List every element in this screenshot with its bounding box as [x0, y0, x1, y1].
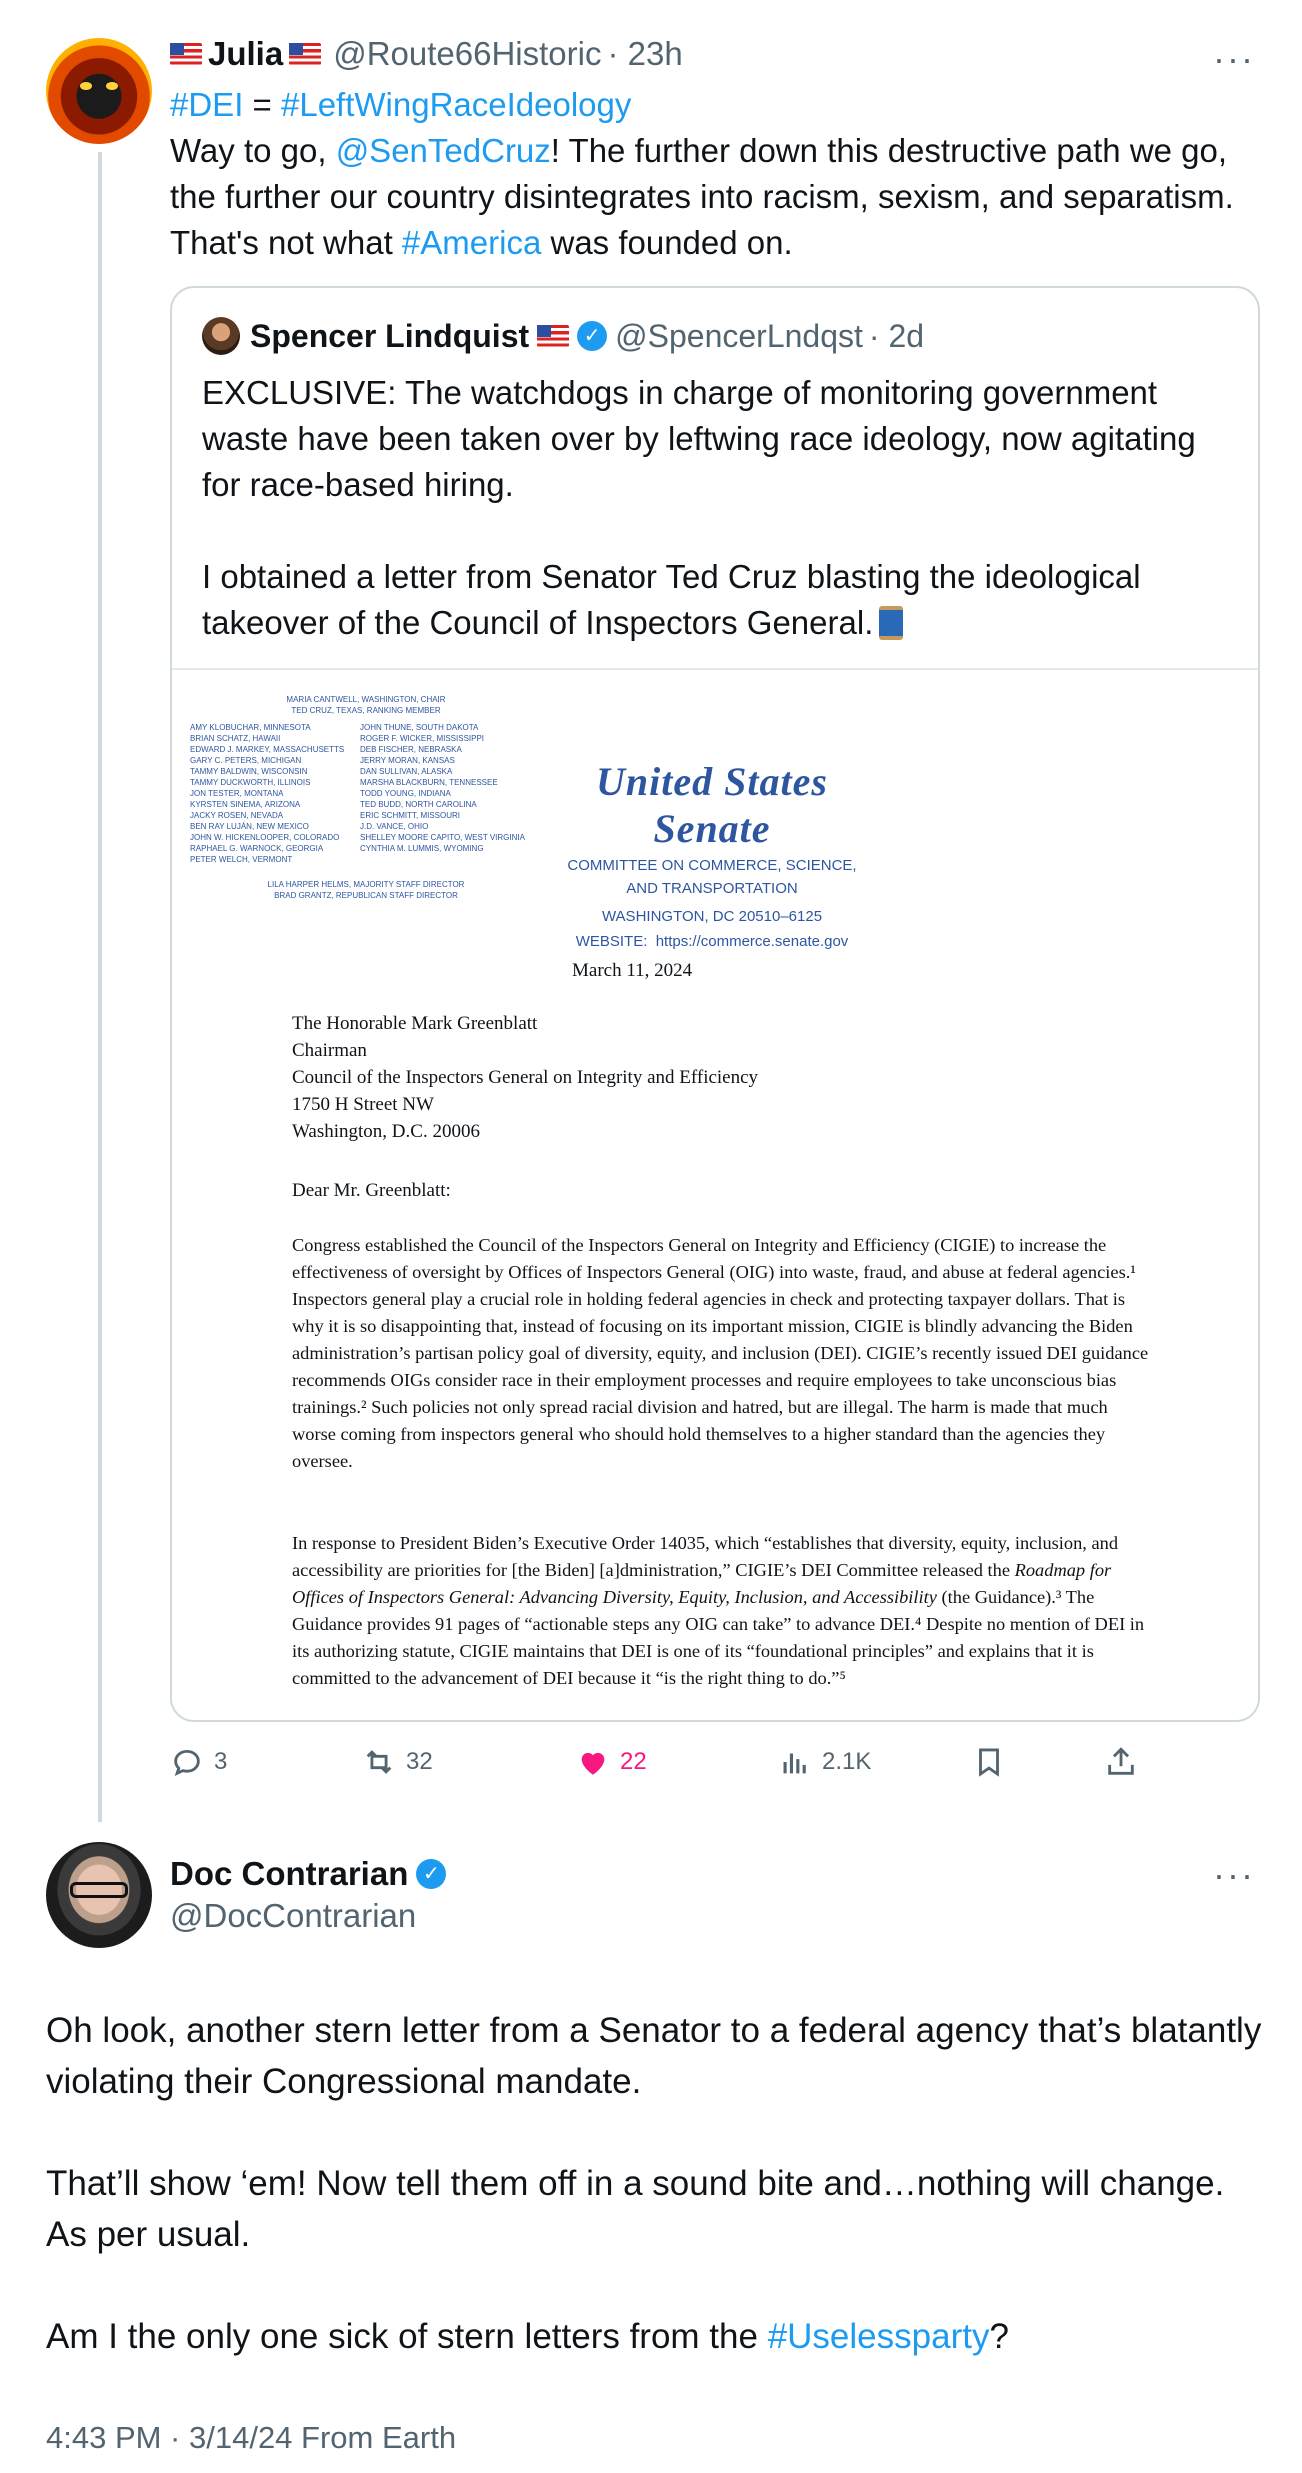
- quote-paragraph-1: EXCLUSIVE: The watchdogs in charge of monitoring government waste have been taken over by leftwing race ideology, now agitating for race-based hiring.: [202, 374, 1196, 503]
- share-button[interactable]: [1104, 1740, 1148, 1784]
- avatar-eye: [80, 82, 92, 90]
- staff-director-2: BRAD GRANTZ, REPUBLICAN STAFF DIRECTOR: [274, 891, 458, 900]
- member-columns: [186, 722, 546, 865]
- avatar-julia[interactable]: [46, 38, 152, 144]
- committee-member: ERIC SCHMITT, MISSOURI: [360, 811, 461, 820]
- addressee-line: Washington, D.C. 20006: [292, 1121, 480, 1142]
- committee-member: JOHN W. HICKENLOOPER, COLORADO: [190, 833, 340, 842]
- staff-directors: [186, 879, 546, 901]
- committee-member: TAMMY BALDWIN, WISCONSIN: [190, 767, 308, 776]
- mention-sentedcruz[interactable]: @SenTedCruz: [335, 132, 551, 169]
- addressee-line: 1750 H Street NW: [292, 1094, 434, 1115]
- post1-hashtags: [170, 82, 631, 128]
- post2-paragraph-3-text: Am I the only one sick of stern letters from the: [46, 2317, 768, 2356]
- committee-member: GARY C. PETERS, MICHIGAN: [190, 756, 302, 765]
- members-right-column: [356, 722, 526, 865]
- committee-member: TED BUDD, NORTH CAROLINA: [360, 800, 477, 809]
- committee-member: JOHN THUNE, SOUTH DAKOTA: [360, 723, 479, 732]
- committee-member: EDWARD J. MARKEY, MASSACHUSETTS: [190, 745, 345, 754]
- us-flag-icon: [170, 43, 202, 65]
- addressee-line: The Honorable Mark Greenblatt: [292, 1013, 538, 1034]
- addressee-line: Chairman: [292, 1040, 367, 1061]
- thread-spool-icon: [879, 606, 903, 640]
- verified-badge-icon: ✓: [577, 321, 607, 351]
- post1-header: [170, 32, 683, 76]
- more-options-icon[interactable]: ···: [1213, 38, 1255, 79]
- post1-text-part: ! The further down this destructive path we go, the further our country disintegrates into racism, sexism, and separatism. That's not what: [170, 132, 1234, 261]
- us-flag-icon: [537, 325, 569, 347]
- committee-member: PETER WELCH, VERMONT: [190, 855, 293, 864]
- committee-member: DAN SULLIVAN, ALASKA: [360, 767, 453, 776]
- letterhead-senate: [552, 758, 872, 950]
- post2-timestamp[interactable]: 4:43 PM · 3/14/24 From Earth: [46, 2420, 457, 2455]
- post2-paragraph-1: Oh look, another stern letter from a Senator to a federal agency that’s blatantly violating their Congressional mandate.: [46, 2011, 1262, 2101]
- letter-date: March 11, 2024: [572, 960, 693, 981]
- letterhead-members: [186, 694, 546, 901]
- committee-line-1: COMMITTEE ON COMMERCE, SCIENCE,: [567, 857, 857, 874]
- committee-member: BEN RAY LUJÁN, NEW MEXICO: [190, 822, 309, 831]
- post1-text: [170, 128, 1240, 266]
- post2-name-row: [170, 1852, 454, 1896]
- letter-addressee: [292, 1010, 758, 1145]
- letter-image[interactable]: [172, 668, 1258, 1720]
- reply-button[interactable]: [170, 1740, 227, 1784]
- post1-handle[interactable]: @Route66Historic: [333, 35, 602, 72]
- post2-display-name[interactable]: Doc Contrarian: [170, 1855, 409, 1892]
- reply-count: 3: [214, 1748, 228, 1775]
- post2-text: [46, 2005, 1266, 2413]
- quote-text: [202, 370, 1232, 646]
- committee-member: TODD YOUNG, INDIANA: [360, 789, 451, 798]
- committee-member: JACKY ROSEN, NEVADA: [190, 811, 284, 820]
- avatar-glasses: [70, 1882, 128, 1898]
- committee-member: JON TESTER, MONTANA: [190, 789, 284, 798]
- views-icon: [778, 1745, 812, 1779]
- avatar-eye: [106, 82, 118, 90]
- reply-icon: [170, 1745, 204, 1779]
- senate-website: [552, 933, 872, 950]
- members-left-column: [186, 722, 356, 865]
- hashtag-america[interactable]: #America: [401, 224, 542, 261]
- committee-member: MARSHA BLACKBURN, TENNESSEE: [360, 778, 498, 787]
- post2-paragraph-3-end: ?: [989, 2317, 1009, 2356]
- share-icon: [1104, 1745, 1138, 1779]
- equals-text: =: [243, 86, 281, 123]
- post1-text-part: was founded on.: [541, 224, 793, 261]
- ranking-line: TED CRUZ, TEXAS, RANKING MEMBER: [291, 706, 441, 715]
- letter-body-2-part: In response to President Biden’s Executive Order 14035, which “establishes that diversity, equity, inclusion, and accessibility are priorities for [the Biden] [a]dministration,” CIGIE’s DEI Committee released the: [292, 1533, 1119, 1580]
- views-count: 2.1K: [822, 1748, 872, 1775]
- post2-paragraph-2: That’ll show ‘em! Now tell them off in a sound bite and…nothing will change. As per usual.: [46, 2164, 1225, 2254]
- bookmark-button[interactable]: [972, 1740, 1016, 1784]
- quote-handle[interactable]: @SpencerLndqst: [615, 317, 863, 354]
- repost-button[interactable]: [362, 1740, 433, 1784]
- letter-body-2: [292, 1530, 1152, 1692]
- post2-paragraph-3: [46, 2311, 1266, 2362]
- us-flag-icon: [289, 43, 321, 65]
- heart-icon: [576, 1745, 610, 1779]
- hashtag-leftwingraceideology[interactable]: #LeftWingRaceIdeology: [280, 86, 632, 123]
- senate-address: WASHINGTON, DC 20510–6125: [601, 908, 823, 925]
- quoted-post-card[interactable]: [170, 286, 1260, 1722]
- addressee-line: Council of the Inspectors General on Integrity and Efficiency: [292, 1067, 759, 1088]
- letter-body-1: Congress established the Council of the Inspectors General on Integrity and Efficiency (CIGIE) to increase the effectiveness of oversight by Offices of Inspectors General (OIG) into waste, fraud, and abuse at federal agencies.¹ Inspectors general play a crucial role in holding federal agencies in check and protecting taxpayer dollars. That is why it is so disappointing that, instead of focusing on its important mission, CIGIE is blindly advancing the Biden administration’s partisan policy goal of diversity, equity, and inclusion (DEI). CIGIE’s recently issued DEI guidance recommends OIGs consider race in their employment processes and require employees to take unconscious bias trainings.² Such policies not only spread racial division and hatred, but are illegal. The harm is made that much worse coming from inspectors general who should hold themselves to a higher standard than the agencies they oversee.: [292, 1235, 1149, 1471]
- post1-display-name[interactable]: Julia: [208, 35, 284, 72]
- quote-paragraph-2: [202, 554, 1232, 646]
- quote-display-name[interactable]: Spencer Lindquist: [250, 317, 530, 354]
- senate-title: United States Senate: [596, 759, 828, 851]
- views-button[interactable]: [778, 1740, 871, 1784]
- avatar-spencer[interactable]: [202, 317, 240, 355]
- quote-time[interactable]: · 2d: [868, 317, 925, 354]
- website-label: WEBSITE:: [575, 933, 648, 950]
- committee-line-2: AND TRANSPORTATION: [626, 880, 798, 897]
- like-count: 22: [620, 1748, 647, 1775]
- post2-handle[interactable]: @DocContrarian: [170, 1897, 417, 1934]
- website-url: https://commerce.senate.gov: [655, 933, 849, 950]
- thread-connector: [98, 152, 102, 1822]
- letter-body-2-title: Roadmap for Offices of Inspectors General: Advancing Diversity, Equity, Inclusion, and Accessibility: [292, 1560, 1112, 1607]
- hashtag-uselessparty[interactable]: #Uselessparty: [767, 2317, 990, 2356]
- committee-member: JERRY MORAN, KANSAS: [360, 756, 455, 765]
- committee-member: TAMMY DUCKWORTH, ILLINOIS: [190, 778, 311, 787]
- repost-count: 32: [406, 1748, 433, 1775]
- like-button[interactable]: [576, 1740, 647, 1784]
- hashtag-dei[interactable]: #DEI: [170, 86, 244, 123]
- committee-member: RAPHAEL G. WARNOCK, GEORGIA: [190, 844, 324, 853]
- post1-time[interactable]: · 23h: [607, 35, 683, 72]
- avatar-doc-contrarian[interactable]: [46, 1842, 152, 1948]
- committee-member: J.D. VANCE, OHIO: [360, 822, 429, 831]
- quote-header: [202, 316, 924, 356]
- letter-body-2-part: (the Guidance).³ The Guidance provides 91 pages of “actionable steps any OIG can take” to advance DEI.⁴ Despite no mention of DEI in its authorizing statute, CIGIE maintains that DEI is one of its “foundational principles” and explains that it is committed to the advancement of DEI because it “is the right thing to do.”⁵: [292, 1587, 1145, 1688]
- verified-badge-icon: ✓: [416, 1859, 446, 1889]
- committee-member: AMY KLOBUCHAR, MINNESOTA: [190, 723, 311, 732]
- post1-action-bar: [170, 1740, 1170, 1784]
- repost-icon: [362, 1745, 396, 1779]
- staff-director-1: LILA HARPER HELMS, MAJORITY STAFF DIRECTOR: [267, 880, 465, 889]
- committee-member: DEB FISCHER, NEBRASKA: [360, 745, 462, 754]
- more-options-icon[interactable]: ···: [1213, 1854, 1255, 1895]
- chair-line: MARIA CANTWELL, WASHINGTON, CHAIR: [286, 695, 446, 704]
- committee-member: KYRSTEN SINEMA, ARIZONA: [190, 800, 301, 809]
- committee-member: SHELLEY MOORE CAPITO, WEST VIRGINIA: [360, 833, 525, 842]
- committee-member: BRIAN SCHATZ, HAWAII: [190, 734, 281, 743]
- committee-member: CYNTHIA M. LUMMIS, WYOMING: [360, 844, 484, 853]
- post1-text-part: Way to go,: [170, 132, 336, 169]
- letter-greeting: Dear Mr. Greenblatt:: [292, 1180, 451, 1201]
- quote-paragraph-2-text: I obtained a letter from Senator Ted Cruz blasting the ideological takeover of the Council of Inspectors General.: [202, 558, 1141, 641]
- bookmark-icon: [972, 1745, 1006, 1779]
- committee-member: ROGER F. WICKER, MISSISSIPPI: [360, 734, 485, 743]
